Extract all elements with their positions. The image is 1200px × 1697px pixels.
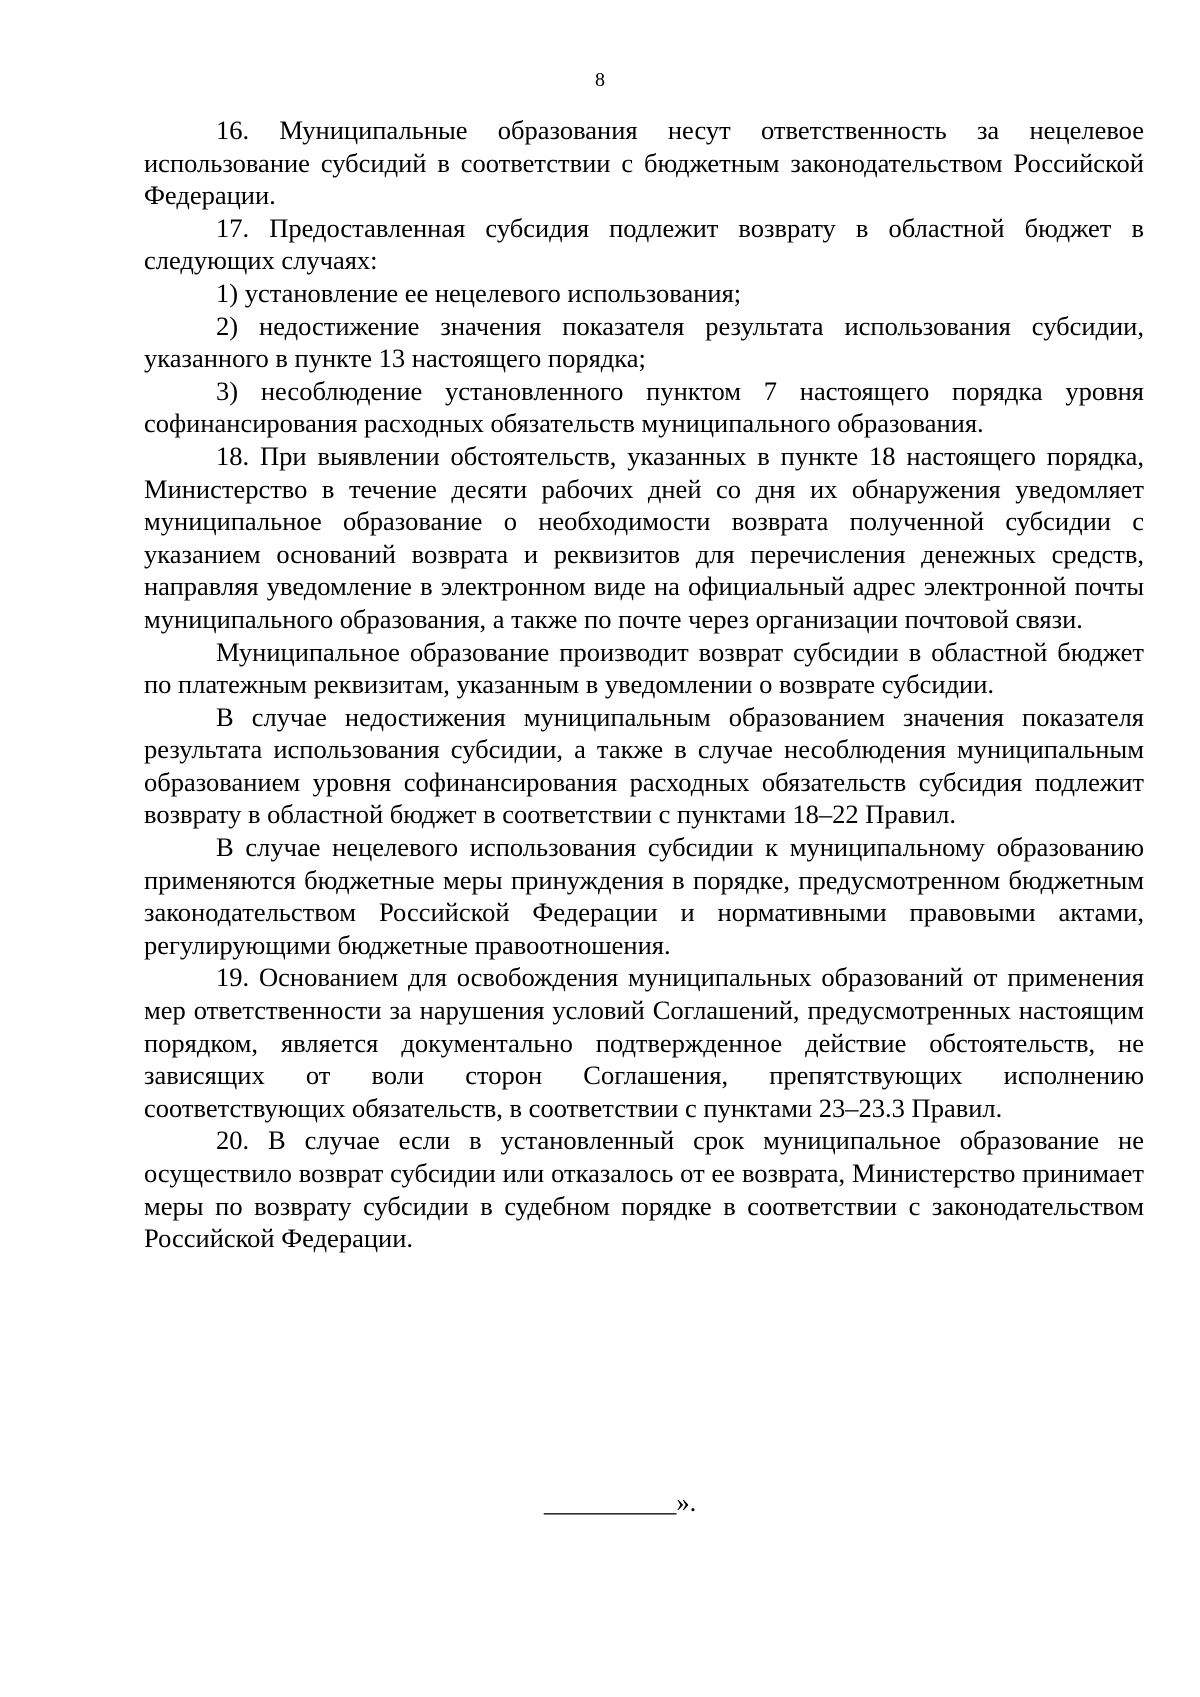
paragraph-18-return: Муниципальное образование производит возврат субсидии в областной бюджет по платежным реквизитам, указанным в уведомлении о возврате субсидии. bbox=[144, 636, 1144, 700]
paragraph-17: 17. Предоставленная субсидия подлежит возврату в областной бюджет в следующих случаях: bbox=[144, 212, 1144, 276]
closing-mark: __________». bbox=[543, 1487, 697, 1517]
document-body bbox=[144, 114, 1144, 1255]
paragraph-16: 16. Муниципальные образования несут ответственность за нецелевое использование субсидий в соответствии с бюджетным законодательством Российской Федерации. bbox=[144, 115, 1144, 211]
paragraph-19: 19. Основанием для освобождения муниципальных образований от применения мер ответственности за нарушения условий Соглашений, предусмотренных настоящим порядком, является документально подтвержденное действие обстоятельств, не зависящих от воли сторон Соглашения, препятствующих исполнению соответствующих обязательств, в соответствии с пунктами 23–23.3 Правил. bbox=[144, 962, 1144, 1123]
paragraph-18-nonachievement: В случае недостижения муниципальным образованием значения показателя результата использования субсидии, а также в случае несоблюдения муниципальным образованием уровня софинансирования расходных обязательств субсидия подлежит возврату в областной бюджет в соответствии с пунктами 18–22 Правил. bbox=[144, 701, 1144, 830]
paragraph-18: 18. При выявлении обстоятельств, указанных в пункте 18 настоящего порядка, Министерство в течение десяти рабочих дней со дня их обнаружения уведомляет муниципальное образование о необходимости возврата полученной субсидии с указанием оснований возврата и реквизитов для перечисления денежных средств, направляя уведомление в электронном виде на официальный адрес электронной почты муниципального образования, а также по почте через организации почтовой связи. bbox=[144, 440, 1144, 634]
paragraph-17-item-1: 1) установление ее нецелевого использования; bbox=[216, 277, 742, 308]
paragraph-17-item-2: 2) недостижение значения показателя результата использования субсидии, указанного в пункте 13 настоящего порядка; bbox=[144, 310, 1144, 374]
page-number: 8 bbox=[595, 69, 605, 91]
paragraph-17-item-3: 3) несоблюдение установленного пунктом 7 настоящего порядка уровня софинансирования расходных обязательств муниципального образования. bbox=[144, 375, 1144, 439]
paragraph-18-misuse: В случае нецелевого использования субсидии к муниципальному образованию применяются бюджетные меры принуждения в порядке, предусмотренном бюджетным законодательством Российской Федерации и нормативными правовыми актами, регулирующими бюджетные правоотношения. bbox=[144, 832, 1144, 960]
paragraph-20: 20. В случае если в установленный срок муниципальное образование не осуществило возврат субсидии или отказалось от ее возврата, Министерство принимает меры по возврату субсидии в судебном порядке в соответствии с законодательством Российской Федерации. bbox=[144, 1125, 1144, 1254]
